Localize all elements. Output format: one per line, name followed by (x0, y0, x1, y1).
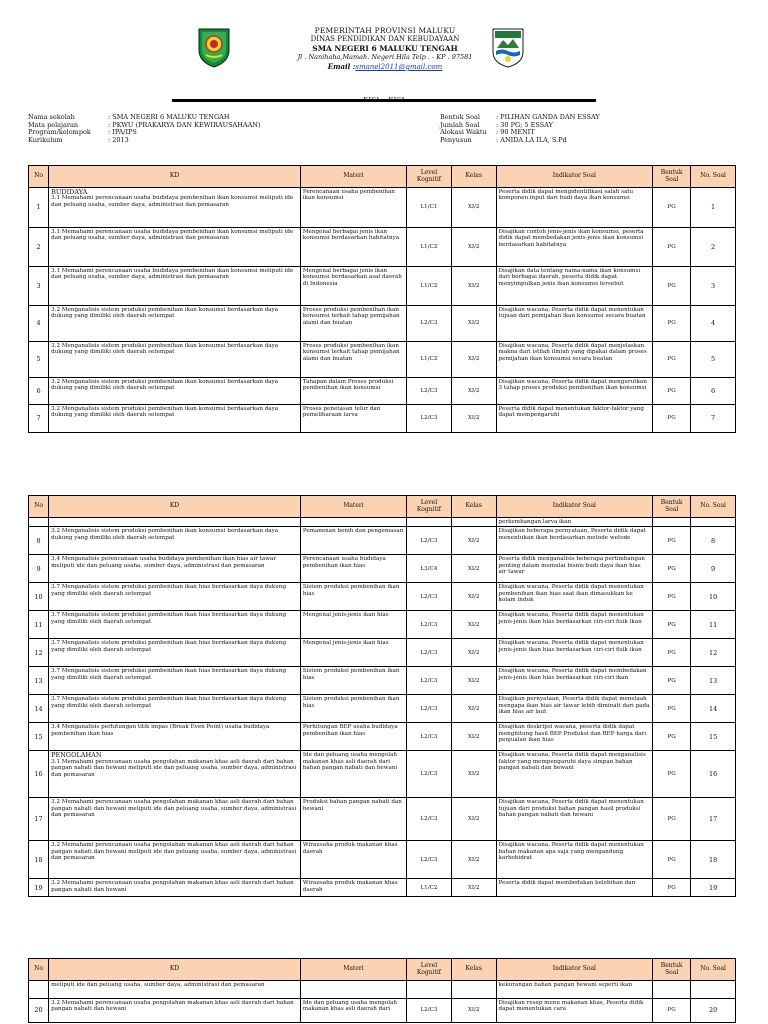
cell-nosoal: 13 (691, 667, 736, 695)
cell-bentuk: PG (653, 611, 691, 639)
cell-kelas: XI/2 (451, 378, 496, 405)
table-row (29, 999, 736, 1023)
cell-bentuk: PG (653, 527, 691, 555)
meta-key: Alokasi Waktu (440, 128, 487, 137)
cell-nosoal: 18 (691, 841, 736, 879)
cell-indikator: Disajikan pernyataan, Peserta didik dapat menelaah mengapa ikan hias air tawar lebih diminati dari pada ikan hias air laut (496, 695, 653, 723)
table-row (29, 879, 736, 897)
header-col-level: Level Kognitif (407, 496, 452, 518)
cell-level: L2/C3 (407, 527, 452, 555)
header-col-kelas: Kelas (451, 496, 496, 518)
cell-nosoal (691, 981, 736, 999)
table-header-row (29, 496, 736, 518)
cell-indikator: Disajikan wacana, Peserta didik dapat menentukan jenis-jenis ikan hias berdasarkan ciri-ciri fisik ikan (496, 611, 653, 639)
cell-nosoal: 7 (691, 405, 736, 433)
cell-materi: Ide dan peluang usaha mengolah makanan khas asli daerah dari (300, 999, 406, 1023)
header-col-kd: KD (49, 166, 301, 188)
table-row (29, 841, 736, 879)
cell-kd: 3.7 Menganalisis sistem produksi pembenihan ikan hias berdasarkan daya dukung yang dimiliki oleh daerah setempat (49, 695, 301, 723)
cell-nosoal: 5 (691, 342, 736, 378)
cell-no: 12 (29, 639, 49, 667)
cell-kd: 3.7 Menganalisis sistem produksi pembenihan ikan hias berdasarkan daya dukung yang dimiliki oleh daerah setempat (49, 639, 301, 667)
cell-indikator: Disajikan data tentang nama-nama ikan konsumsi dari berbagai daerah, peserta didik dapat menyimpulkan jenis ikan konsumsi tersebut (496, 267, 653, 306)
cell-materi: Tahapan dalam Proses produksi pembenihan ikan konsumsi (300, 378, 406, 405)
cell-indikator: Disajikan wacana, Peserta didik dapat menentukan tujuan dari produksi bahan pangan hasil produksi bahan pangan nabati dan hewani (496, 798, 653, 841)
cell-kelas: XI/2 (451, 695, 496, 723)
cell-kd: 3.2 Memahami perencanaan usaha pengolahan makanan khas asli daerah dari bahan pangan nabati dan hewani (49, 879, 301, 897)
cell-no: 20 (29, 999, 49, 1023)
meta-row (440, 122, 760, 130)
maluku-province-emblem-icon (196, 26, 232, 68)
cell-kd: 3.2 Memahami perencanaan usaha pengolahan makanan khas asli daerah dari bahan pangan nabati dan hewani meliputi ide dan peluang usaha, sumber daya, administrasi dan pemasaran (49, 841, 301, 879)
cell-nosoal: 10 (691, 583, 736, 611)
cell-nosoal: 12 (691, 639, 736, 667)
gov-line: PEMERINTAH PROVINSI MALUKU (314, 26, 456, 35)
cell-indikator: Disajikan wacana, Peserta didik dapat menjelaskan makna dari istilah ilmiah yang dipakai dalam proses pemijahan ikan konsumsi secara buatan (496, 342, 653, 378)
cell-level: L3/C4 (407, 555, 452, 583)
cell-materi: Produksi bahan pangan nabati dan hewani (300, 798, 406, 841)
header-col-nosoal: No. Soal (691, 496, 736, 518)
meta-value: : 30 PG; 5 ESSAY (496, 120, 553, 129)
meta-row (440, 129, 760, 137)
cell-materi (300, 981, 406, 999)
cell-kelas: XI/2 (451, 228, 496, 267)
cell-level: L2/C3 (407, 378, 452, 405)
kisi-table-page-3 (28, 958, 736, 1023)
table-row (29, 555, 736, 583)
header-col-indikator: Indikator Soal (496, 496, 653, 518)
table-row (29, 583, 736, 611)
cell-no: 2 (29, 228, 49, 267)
cell-nosoal: 6 (691, 378, 736, 405)
meta-key: Jumlah Soal (440, 120, 480, 129)
cell-bentuk: PG (653, 188, 691, 228)
table-header-row (29, 959, 736, 981)
cell-bentuk: PG (653, 999, 691, 1023)
header-col-materi: Materi (300, 496, 406, 518)
meta-left (28, 114, 428, 144)
cell-bentuk: PG (653, 639, 691, 667)
cell-materi: Mengenal berbagai jenis ikan konsumsi berdasarkan asal daerah di Indonesia (300, 267, 406, 306)
cell-level: L2/C3 (407, 751, 452, 798)
table-row (29, 751, 736, 798)
cell-kelas: XI/2 (451, 841, 496, 879)
cell-no: 4 (29, 306, 49, 342)
table-row (29, 611, 736, 639)
meta-value: : ANIDA LA ILA, S.Pd (496, 135, 567, 144)
cell-no: 10 (29, 583, 49, 611)
meta-value: : 2013 (108, 135, 129, 144)
cell-bentuk: PG (653, 405, 691, 433)
carry-cell: perkembangan larva ikan (496, 518, 653, 527)
header-col-level: Level Kognitif (407, 959, 452, 981)
meta-value: : PKWU (PRAKARYA DAN KEWIRAUSAHAAN) (108, 120, 261, 129)
kisi-table-page-2 (28, 495, 736, 897)
cell-materi: Wirausaha produk makanan khas daerah (300, 879, 406, 897)
carry-cell (691, 518, 736, 527)
cell-bentuk: PG (653, 583, 691, 611)
header-col-bentuk: Bentuk Soal (653, 496, 691, 518)
cell-kelas: XI/2 (451, 999, 496, 1023)
cell-nosoal: 19 (691, 879, 736, 897)
cell-indikator: Disajikan wacana, Peserta didik dapat menentukan jenis-jenis ikan hias berdasarkan ciri-ciri fisik ikan (496, 639, 653, 667)
meta-row (28, 129, 428, 137)
header-col-kd: KD (49, 959, 301, 981)
carry-cell (29, 518, 49, 527)
header-col-no: No (29, 959, 49, 981)
cell-kd: 3.2 Menganalisis sistem produksi pembenihan ikan konsumsi berdasarkan daya dukung yang dimiliki oleh daerah setempat (49, 405, 301, 433)
cell-no: 7 (29, 405, 49, 433)
cell-kelas: XI/2 (451, 555, 496, 583)
cell-kd (49, 188, 301, 228)
header-col-materi: Materi (300, 959, 406, 981)
cell-level: L1/C1 (407, 188, 452, 228)
cell-materi: Sistem produksi pembenihan ikan hias (300, 583, 406, 611)
table-row (29, 695, 736, 723)
meta-key: Nama sekolah (28, 113, 75, 121)
cell-indikator: Disajikan beberapa pernyataan, Peserta didik dapat menentukan ikan berdasarkan metode wetode (496, 527, 653, 555)
cell-bentuk: PG (653, 879, 691, 897)
letterhead (0, 22, 768, 82)
cell-materi: Perencanaan usaha pembenihan ikan konsumsi (300, 188, 406, 228)
table-row (29, 306, 736, 342)
cell-bentuk: PG (653, 267, 691, 306)
meta-value: : IPA/IPS (108, 128, 137, 137)
cell-kd: 3.2 Menganalisis sistem produksi pembenihan ikan konsumsi berdasarkan daya dukung yang dimiliki oleh daerah setempat (49, 306, 301, 342)
meta-value: : PILIHAN GANDA DAN ESSAY (496, 113, 600, 121)
table-row (29, 267, 736, 306)
cell-kelas: XI/2 (451, 527, 496, 555)
cell-level: L2/C3 (407, 583, 452, 611)
table-row (29, 342, 736, 378)
cell-indikator: Disajikan deskripsi wacana, peserta didik dapat menghitung hasil BEP Produksi dan BEP harga dari penjualan ikan hias (496, 723, 653, 751)
meta-key: Kurikulum (28, 135, 63, 144)
cell-kd (49, 751, 301, 798)
cell-kelas: XI/2 (451, 583, 496, 611)
meta-row (28, 137, 428, 145)
cell-indikator: Peserta didik dapat menentukan faktor-faktor yang dapat mempengaruhi (496, 405, 653, 433)
email-line (240, 62, 530, 72)
email-label: Email : (327, 62, 356, 71)
cell-materi: Sistem produksi pembenihan ikan hias (300, 695, 406, 723)
cell-indikator: Disajikan wacana, Peserta didik dapat menentukan bahan makanan apa saja yang mengandung karbohidrat (496, 841, 653, 879)
cell-bentuk: PG (653, 306, 691, 342)
table-row (29, 639, 736, 667)
cell-materi: Ide dan peluang usaha mengolah makanan khas asli daerah dari bahan pangan nabati dan hewani (300, 751, 406, 798)
cell-bentuk: PG (653, 798, 691, 841)
header-col-kelas: Kelas (451, 166, 496, 188)
table-header-row (29, 166, 736, 188)
cell-kelas: XI/2 (451, 188, 496, 228)
email-link[interactable]: smanel2011@gmail.com (355, 63, 443, 71)
cell-indikator: Disajikan wacana, Peserta didik dapat menentukan tujuan dari pemijahan ikan konsumsi secara buatan (496, 306, 653, 342)
cell-kelas: XI/2 (451, 306, 496, 342)
table-row (29, 981, 736, 999)
cell-kd: 3.2 Memahami perencanaan usaha pengolahan makanan khas asli daerah dari bahan pangan nabati dan hewani (49, 999, 301, 1023)
cell-no: 3 (29, 267, 49, 306)
meta-value: : 90 MENIT (496, 128, 535, 137)
cell-indikator: Disajikan contoh jenis-jenis ikan konsumsi, peserta didik dapat membedakan jenis-jenis ikan konsumsi berdasarkan habitatnya (496, 228, 653, 267)
cell-bentuk: PG (653, 555, 691, 583)
cell-nosoal: 14 (691, 695, 736, 723)
cell-indikator: Peserta didik dapat mengidentifikasi salah satu komponen input dari budi daya ikan konsumsi (496, 188, 653, 228)
cell-nosoal: 11 (691, 611, 736, 639)
cell-level (407, 981, 452, 999)
table-row (29, 378, 736, 405)
cell-kd: 3.7 Menganalisis sistem produksi pembenihan ikan hias berdasarkan daya dukung yang dimiliki oleh daerah setempat (49, 583, 301, 611)
meta-right (440, 114, 760, 144)
cell-no: 11 (29, 611, 49, 639)
regency-emblem-icon (490, 26, 526, 68)
cell-materi: Proses produksi pembenihan ikan konsumsi terkait tahap pemijahan alami dan buatan (300, 342, 406, 378)
table-row (29, 188, 736, 228)
cell-materi: Proses penetasan telur dan pemeliharaan larva (300, 405, 406, 433)
cell-nosoal: 8 (691, 527, 736, 555)
cell-kd: meliputi ide dan peluang usaha, sumber daya, administrasi dan pemasaran (49, 981, 301, 999)
cell-level: L2/C3 (407, 841, 452, 879)
cell-indikator: Disajikan wacana, Peserta didik dapat menentukan pembenihan ikan hias saat ikan dimasukkan ke kolam induk (496, 583, 653, 611)
cell-kelas: XI/2 (451, 267, 496, 306)
meta-row (440, 137, 760, 145)
header-col-bentuk: Bentuk Soal (653, 959, 691, 981)
cell-indikator: Disajikan resep menu makanan khas, Peserta didik dapat menentukan cara (496, 999, 653, 1023)
cell-bentuk: PG (653, 723, 691, 751)
cell-materi: Sistem produksi pembenihan ikan hias (300, 667, 406, 695)
cell-level: L2/C3 (407, 405, 452, 433)
cell-no: 15 (29, 723, 49, 751)
cell-materi: Mengenal jenis-jenis ikan hias (300, 611, 406, 639)
cell-indikator: Peserta didik dapat membedakan kelebihan dan (496, 879, 653, 897)
header-col-bentuk: Bentuk Soal (653, 166, 691, 188)
cell-bentuk: PG (653, 378, 691, 405)
cell-bentuk: PG (653, 841, 691, 879)
cell-level: L1/C2 (407, 228, 452, 267)
cell-level: L1/C2 (407, 267, 452, 306)
cell-no: 9 (29, 555, 49, 583)
header-col-nosoal: No. Soal (691, 166, 736, 188)
cell-nosoal: 4 (691, 306, 736, 342)
cell-no: 6 (29, 378, 49, 405)
cell-kd: 3.7 Menganalisis sistem produksi pembenihan ikan hias berdasarkan daya dukung yang dimiliki oleh daerah setempat (49, 611, 301, 639)
meta-key: Mata pelajaran (28, 120, 79, 129)
cell-kd: 3.2 Menganalisis sistem produksi pembenihan ikan konsumsi berdasarkan daya dukung yang dimiliki oleh daerah setempat (49, 378, 301, 405)
kisi-table-page-1 (28, 165, 736, 433)
cell-bentuk: PG (653, 667, 691, 695)
kd-text: 3.1 Memahami perencanaan usaha pengolahan makanan khas asli daerah dari bahan pangan nabati dan hewani meliputi ide dan peluang usaha, sumber daya, administrasi dan pemasaran (51, 758, 297, 778)
carry-cell (653, 518, 691, 527)
cell-no: 14 (29, 695, 49, 723)
cell-level: L2/C3 (407, 723, 452, 751)
cell-nosoal: 17 (691, 798, 736, 841)
table-row (29, 405, 736, 433)
cell-bentuk (653, 981, 691, 999)
carry-cell (451, 518, 496, 527)
cell-materi: Perencanaan usaha budidaya pembenihan ikan hias (300, 555, 406, 583)
cell-no: 19 (29, 879, 49, 897)
table-row (29, 723, 736, 751)
cell-materi: Mengenal jenis-jenis ikan hias (300, 639, 406, 667)
meta-key: Penyusun (440, 135, 472, 144)
cell-nosoal: 20 (691, 999, 736, 1023)
dept-line: DINAS PENDIDIKAN DAN KEBUDAYAAN (310, 35, 460, 43)
cell-materi: Proses produksi pembenihan ikan konsumsi terkait tahap pemijahan alami dan buatan (300, 306, 406, 342)
cell-kd: 3.4 Menganalisis perhitungan titik impas (Break Even Point) usaha budidaya pembenihan ikan hias (49, 723, 301, 751)
cell-level: L2/C3 (407, 798, 452, 841)
meta-key: Bentuk Soal (440, 113, 480, 121)
cell-nosoal: 15 (691, 723, 736, 751)
cell-level: L2/C3 (407, 999, 452, 1023)
table-row (29, 798, 736, 841)
cell-kelas: XI/2 (451, 751, 496, 798)
cell-level: L1/C2 (407, 879, 452, 897)
cell-kd: 3.4 Menganalisis perencanaan usaha budidaya pembenihan ikan hias air tawar meliputi ide dan peluang usaha, sumber daya, administrasi dan pemasaran (49, 555, 301, 583)
cell-level: L2/C3 (407, 667, 452, 695)
cell-no: 1 (29, 188, 49, 228)
carry-cell (300, 518, 406, 527)
cell-no: 5 (29, 342, 49, 378)
cell-bentuk: PG (653, 695, 691, 723)
header-col-kelas: Kelas (451, 959, 496, 981)
cell-materi: Mengenal berbagai jenis ikan konsumsi berdasarkan habitatnya (300, 228, 406, 267)
header-col-level: Level Kognitif (407, 166, 452, 188)
cell-kelas: XI/2 (451, 667, 496, 695)
cell-kelas: XI/2 (451, 405, 496, 433)
cell-nosoal: 16 (691, 751, 736, 798)
cell-level: L2/C3 (407, 306, 452, 342)
cell-no (29, 981, 49, 999)
cell-kd: 3.1 Memahami perencanaan usaha budidaya pembenihan ikan konsumsi meliputi ide dan peluang usaha, sumber daya, administrasi dan pemasaran (49, 228, 301, 267)
cell-materi: Wirausaha produk makanan khas daerah (300, 841, 406, 879)
header-col-materi: Materi (300, 166, 406, 188)
cell-indikator: Disajikan wacana, Peserta didik dapat menganalisis faktor yang mempengaruhi daya simpan bahan pangan nabati dan hewani (496, 751, 653, 798)
cell-level: L2/C3 (407, 695, 452, 723)
cell-kelas: XI/2 (451, 798, 496, 841)
meta-row (440, 114, 760, 122)
cell-level: L2/C3 (407, 639, 452, 667)
cell-kd: 3.7 Menganalisis sistem produksi pembenihan ikan hias berdasarkan daya dukung yang dimiliki oleh daerah setempat (49, 667, 301, 695)
kd-text: 3.1 Memahami perencanaan usaha budidaya pembenihan ikan konsumsi meliputi ide dan peluang usaha, sumber daya, administrasi dan pemasaran (51, 195, 294, 208)
cell-no: 8 (29, 527, 49, 555)
section-heading: BUDIDAYA (51, 188, 88, 196)
cell-nosoal: 2 (691, 228, 736, 267)
cell-kelas: XI/2 (451, 723, 496, 751)
cell-indikator: kekurangan bahan pangan hewani seperti ikan (496, 981, 653, 999)
cell-kelas (451, 981, 496, 999)
cell-level: L2/C3 (407, 611, 452, 639)
table-row (29, 228, 736, 267)
header-col-nosoal: No. Soal (691, 959, 736, 981)
cell-kd: 3.2 Menganalisis sistem produksi pembenihan ikan konsumsi berdasarkan daya dukung yang dimiliki oleh daerah setempat (49, 527, 301, 555)
cell-kelas: XI/2 (451, 342, 496, 378)
cell-kd: 3.2 Menganalisis sistem produksi pembenihan ikan konsumsi berdasarkan daya dukung yang dimiliki oleh daerah setempat (49, 342, 301, 378)
cell-no: 13 (29, 667, 49, 695)
cell-nosoal: 1 (691, 188, 736, 228)
table-row (29, 667, 736, 695)
section-heading: PENGOLAHAN (51, 751, 102, 760)
doc-title: KISI – KISI (363, 96, 405, 104)
cell-no: 18 (29, 841, 49, 879)
header-col-no: No (29, 496, 49, 518)
cell-bentuk: PG (653, 228, 691, 267)
carry-cell (49, 518, 301, 527)
cell-materi: Pemanenan benih dan pengemasan (300, 527, 406, 555)
header-col-indikator: Indikator Soal (496, 959, 653, 981)
header-col-no: No (29, 166, 49, 188)
cell-indikator: Disajikan wacana, Peserta didik dapat membedakan jenis-jenis ikan hias berdasarkan ciri-ciri ikan (496, 667, 653, 695)
cell-no: 17 (29, 798, 49, 841)
cell-indikator: Peserta didik menganalisis beberapa pertimbangan penting dalam memulai bisnis budi daya ikan hias air tawar (496, 555, 653, 583)
table-row (29, 527, 736, 555)
cell-kd: 3.1 Memahami perencanaan usaha budidaya pembenihan ikan konsumsi meliputi ide dan peluang usaha, sumber daya, administrasi dan pemasaran (49, 267, 301, 306)
cell-kelas: XI/2 (451, 879, 496, 897)
cell-materi: Perhitungan BEP usaha budidaya pembenihan ikan hias (300, 723, 406, 751)
cell-kelas: XI/2 (451, 611, 496, 639)
cell-bentuk: PG (653, 751, 691, 798)
address-line: Jl . Nanihaha,Mamah. Negeri Hila Telp . - KP . 97581 (297, 53, 473, 61)
school-line: SMA NEGERI 6 MALUKU TENGAH (312, 44, 458, 53)
meta-value: : SMA NEGERI 6 MALUKU TENGAH (108, 113, 230, 121)
cell-nosoal: 9 (691, 555, 736, 583)
cell-no: 16 (29, 751, 49, 798)
meta-key: Program/kelompok (28, 128, 91, 137)
cell-kd: 3.2 Memahami perencanaan usaha pengolahan makanan khas asli daerah dari bahan pangan nabati dan hewani meliputi ide dan peluang usaha, sumber daya, administrasi dan pemasaran (49, 798, 301, 841)
cell-nosoal: 3 (691, 267, 736, 306)
header-col-indikator: Indikator Soal (496, 166, 653, 188)
cell-level: L1/C2 (407, 342, 452, 378)
cell-bentuk: PG (653, 342, 691, 378)
cell-indikator: Disajikan wacana, Peserta didik dapat mengurutkan 3 tahap proses produksi pembenihan ikan konsumsi (496, 378, 653, 405)
cell-kelas: XI/2 (451, 639, 496, 667)
carry-cell (407, 518, 452, 527)
header-col-kd: KD (49, 496, 301, 518)
carry-row (29, 518, 736, 527)
